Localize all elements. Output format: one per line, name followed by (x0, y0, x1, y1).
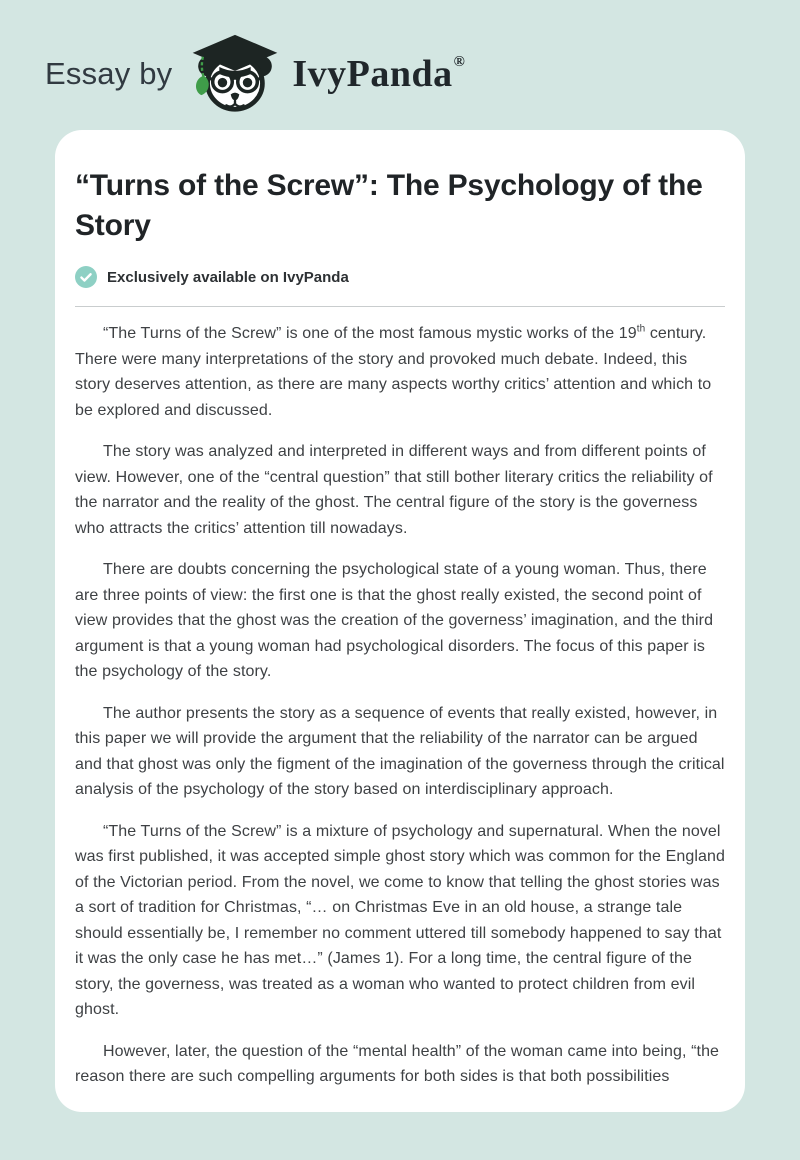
paragraph-text: “The Turns of the Screw” is one of the most famous mystic works of the 19 (103, 325, 637, 342)
paragraph-text: century. There were many interpretations of the story and provoked much debate. Indeed, this story deserves attention, as there are many aspects worthy critics’ attention and which to be explored and discussed. (75, 325, 712, 419)
registered-trademark: ® (453, 54, 466, 70)
site-header (0, 0, 800, 122)
panda-graduate-icon (188, 33, 282, 115)
essay-paragraph-4: The author presents the story as a sequence of events that really existed, however, in this paper we will provide the argument that the reliability of the narrator can be argued and that ghost was only the figment of the imagination of the governess through the critical analysis of the psychology of the story based on interdisciplinary approach. (75, 704, 725, 798)
essay-paragraph-1 (75, 321, 725, 423)
ordinal-superscript: th (636, 323, 646, 335)
essay-paragraph-2: The story was analyzed and interpreted in different ways and from different points of view. However, one of the “central question” that still bother literary critics the reliability of the narrator and the reality of the ghost. The central figure of the story is the governess who attracts the critics’ attention till nowadays. (75, 443, 713, 537)
exclusive-badge (75, 266, 725, 288)
brand-name: IvyPanda (292, 53, 453, 95)
essay-paragraph-3: There are doubts concerning the psychological state of a young woman. Thus, there are three points of view: the first one is that the ghost really existed, the second point of view provides that the ghost was the creation of the governess’ imagination, and the third argument is that a young woman had psychological disorders. The focus of this paper is the psychology of the story. (75, 561, 714, 680)
essay-paragraph-6: However, later, the question of the “mental health” of the woman came into being, “the reason there are such compelling arguments for both sides is that both possibilities (75, 1042, 720, 1085)
header-essay-by-label: Essay by (45, 56, 173, 91)
ivypanda-logo[interactable] (188, 33, 464, 115)
divider (75, 306, 725, 307)
brand-wordmark (292, 52, 464, 96)
essay-paragraph-5: “The Turns of the Screw” is a mixture of psychology and supernatural. When the novel was first published, it was accepted simple ghost story which was common for the England of the Victorian period. From the novel, we come to know that telling the ghost stories was a sort of tradition for Christmas, “… on Christmas Eve in an old house, a strange tale should essentially be, I remember no comment uttered till somebody happened to say that it was the only case he has met…” (James 1). For a long time, the central figure of the story, the governess, was treated as a woman who wanted to protect children from evil ghost. (75, 822, 725, 1018)
badge-label: Exclusively available on IvyPanda (107, 268, 349, 286)
essay-card (55, 130, 745, 1112)
essay-body (75, 321, 725, 1090)
essay-title: “Turns of the Screw”: The Psychology of the Story (75, 169, 703, 242)
check-icon (75, 266, 97, 288)
